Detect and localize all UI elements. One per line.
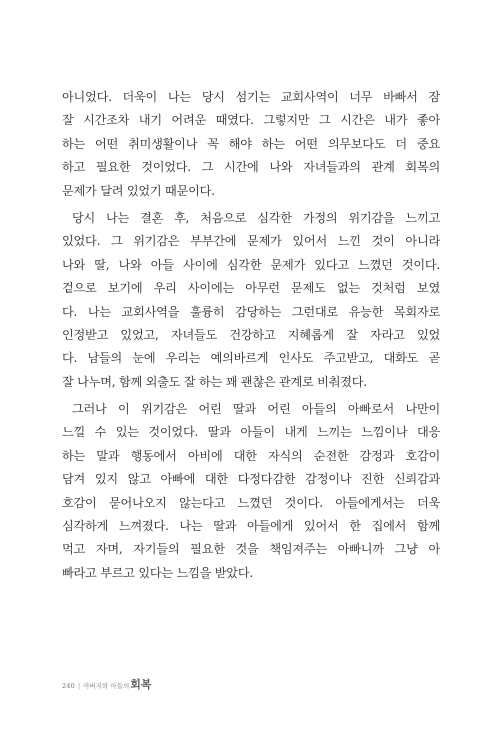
footer-separator: |	[78, 682, 81, 690]
text-line: 그러나 이 위기감은 어린 딸과 어린 아들의 아빠로서 나만이	[72, 402, 440, 416]
text-line: 잘 나누며, 함께 외출도 잘 하는 꽤 괜찮은 관계로 비춰졌다.	[62, 374, 367, 389]
text-line: 아니었다. 더욱이 나는 당시 섬기는 교회사역이 너무 바빠서 잠	[62, 90, 440, 104]
page-footer	[62, 676, 152, 698]
running-title-large: 회복	[130, 678, 152, 691]
text-line: 호감이 묻어나오지 않는다고 느꼈던 것이다. 아들에게서는 더욱	[62, 495, 440, 510]
text-line: 당시 나는 결혼 후, 처음으로 심각한 가정의 위기감을 느끼고	[72, 211, 440, 225]
running-title-small: 아버지와 아들의	[83, 682, 130, 690]
text-line: 문제가 달려 있었기 때문이다.	[62, 183, 215, 198]
text-line: 나와 딸, 나와 아들 사이에 심각한 문제가 있다고 느꼈던 것이다.	[62, 257, 440, 272]
text-line: 다. 나는 교회사역을 훌륭히 감당하는 그런대로 유능한 목회자로	[62, 304, 440, 319]
text-line: 다. 남들의 눈에 우리는 예의바르게 인사도 주고받고, 대화도 곧	[62, 351, 440, 366]
paragraph-2	[62, 207, 440, 394]
text-line: 느낄 수 있는 것이었다. 딸과 아들이 내게 느끼는 느낌이나 대응	[62, 425, 440, 440]
text-line: 잘 시간조차 내기 어려운 때였다. 그렇지만 그 시간은 내가 좋아	[62, 113, 440, 128]
text-line: 하고 필요한 것이었다. 그 시간에 나와 자녀들과의 관계 회복의	[62, 160, 440, 175]
page-number: 240	[62, 682, 76, 690]
text-line: 하는 어떤 취미생활이나 꼭 해야 하는 어떤 의무보다도 더 중요	[62, 136, 440, 151]
text-line: 빠라고 부르고 있다는 느낌을 받았다.	[62, 565, 253, 580]
text-line: 있었다. 그 위기감은 부부간에 문제가 있어서 느낀 것이 아니라	[62, 234, 440, 249]
paragraph-1	[62, 86, 440, 203]
text-line: 먹고 자며, 자기들의 필요한 것을 책임져주는 아빠니까 그냥 아	[62, 542, 440, 557]
text-line: 하는 말과 행동에서 아비에 대한 자식의 순전한 감정과 호감이	[62, 448, 440, 463]
text-line: 겉으로 보기에 우리 사이에는 아무런 문제도 없는 것처럼 보였	[62, 281, 440, 296]
text-line: 인정받고 있었고, 자녀들도 건강하고 지혜롭게 잘 자라고 있었	[62, 327, 440, 342]
paragraph-3	[62, 398, 440, 585]
text-line: 담겨 있지 않고 아빠에 대한 다정다감한 감정이나 진한 신뢰감과	[62, 472, 440, 487]
text-line: 심각하게 느껴졌다. 나는 딸과 아들에게 있어서 한 집에서 함께	[62, 518, 440, 533]
